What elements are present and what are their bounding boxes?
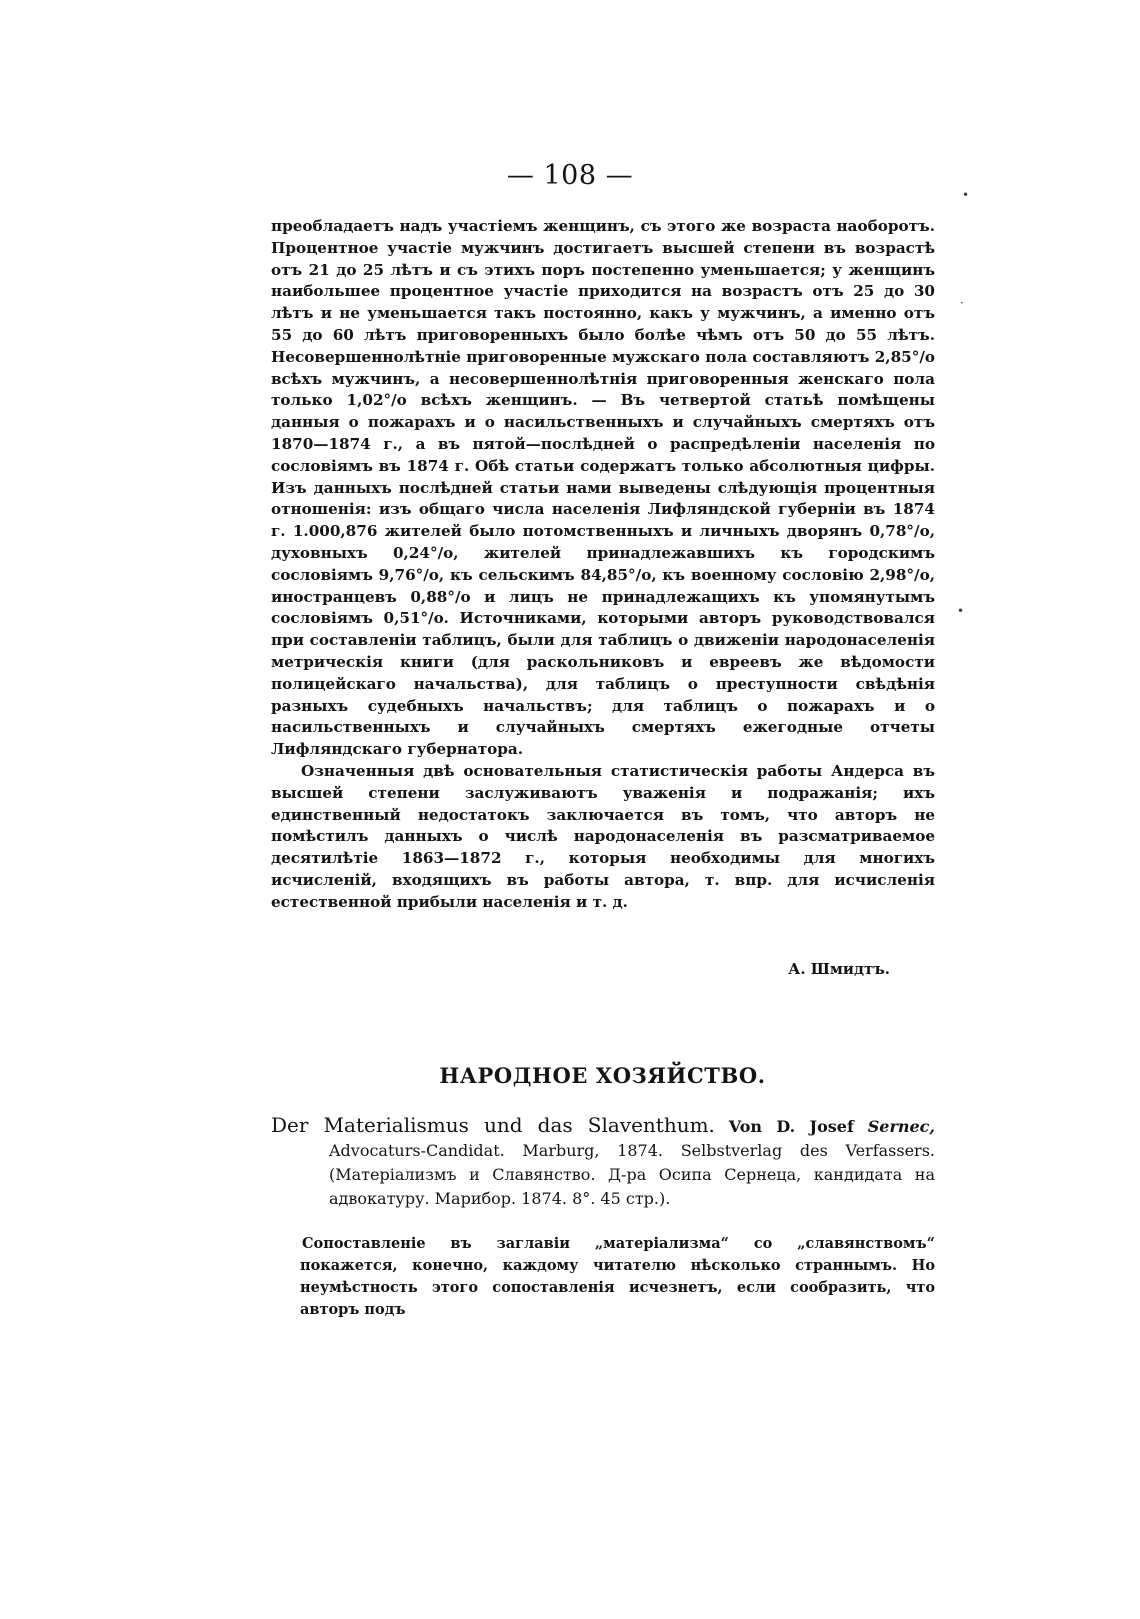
bibliographic-entry <box>271 1113 935 1211</box>
margin-dot: • <box>962 188 970 202</box>
page-number: — 108 — <box>506 160 634 191</box>
review-body <box>300 1233 935 1321</box>
article-body <box>271 216 935 914</box>
author-signature: А. Шмидтъ. <box>788 960 890 978</box>
book-author-prefix: Von D. Josef <box>728 1117 854 1136</box>
section-heading: НАРОДНОЕ ХОЗЯЙСТВО. <box>439 1063 766 1088</box>
margin-dot: · <box>960 296 964 310</box>
review-paragraph-1: Сопоставленіе въ заглавіи „матеріализма“ со „славянствомъ“ покажется, конечно, каждому читателю нѣсколько страннымъ. Но неумѣстность этого сопоставленія исчезнетъ, если сообразить, что авторъ подъ <box>300 1235 935 1318</box>
article-paragraph-1: преобладаетъ надъ участіемъ женщинъ, съ этого же возраста наоборотъ. Процентное участіе мужчинъ достигаетъ высшей степени въ возрастѣ отъ 21 до 25 лѣтъ и съ этихъ поръ постепенно уменьшается; у женщинъ наибольшее процентное участіе приходится на возрастъ отъ 25 до 30 лѣтъ и не уменьшается такъ постоянно, какъ у мужчинъ, а именно отъ 55 до 60 лѣтъ приговоренныхъ было болѣе чѣмъ отъ 50 до 55 лѣтъ. Несовершеннолѣтніе приговоренные мужскаго пола составляютъ 2,85°/o всѣхъ мужчинъ, а несовершеннолѣтнія приговоренныя женскаго пола только 1,02°/o всѣхъ женщинъ. — Въ четвертой статьѣ помѣщены данныя о пожарахъ и о насильственныхъ и случайныхъ смертяхъ отъ 1870—1874 г., а въ пятой—послѣдней о распредѣленіи населенія по сословіямъ въ 1874 г. Обѣ статьи содержатъ только абсолютныя цифры. Изъ данныхъ послѣдней статьи нами выведены слѣдующія процентныя отношенія: изъ общаго числа населенія Лифляндской губерніи въ 1874 г. 1.000,876 жителей было потомственныхъ и личныхъ дворянъ 0,78°/o, духовныхъ 0,24°/o, жителей принадлежавшихъ къ городскимъ сословіямъ 9,76°/o, къ сельскимъ 84,85°/o, къ военному сословію 2,98°/o, иностранцевъ 0,88°/o и лицъ не принадлежащихъ къ упомянутымъ сословіямъ 0,51°/o. Источниками, которыми авторъ руководствовался при составленіи таблицъ, были для таблицъ о движеніи народонаселенія метрическія книги (для раскольниковъ и евреевъ же вѣдомости полицейскаго начальства), для таблицъ о преступности свѣдѣнія разныхъ судебныхъ начальствъ; для таблицъ о пожарахъ и о насильственныхъ и случайныхъ смертяхъ ежегодные отчеты Лифляндскаго губернатора. <box>271 217 935 759</box>
book-details: Advocaturs-Candidat. Marburg, 1874. Selbstverlag des Verfassers. (Матеріализмъ и Славянство. Д-ра Осипа Сернеца, кандидата на адвокатуру. Марибор. 1874. 8°. 45 стр.). <box>329 1141 935 1208</box>
margin-dot: • <box>957 604 965 618</box>
bibliographic-entry-text <box>271 1113 935 1211</box>
book-title: Der Materialismus und das Slaventhum. <box>271 1113 715 1137</box>
article-paragraph-2: Означенныя двѣ основательныя статистическія работы Андерса въ высшей степени заслуживаютъ уваженія и подражанія; ихъ единственный недостатокъ заключается въ томъ, что авторъ не помѣстилъ данныхъ о числѣ народонаселенія въ разсматриваемое десятилѣтіе 1863—1872 г., которыя необходимы для многихъ исчисленій, входящихъ въ работы автора, т. впр. для исчисленія естественной прибыли населенія и т. д. <box>271 761 935 911</box>
book-author-surname: Sernec, <box>867 1117 935 1136</box>
